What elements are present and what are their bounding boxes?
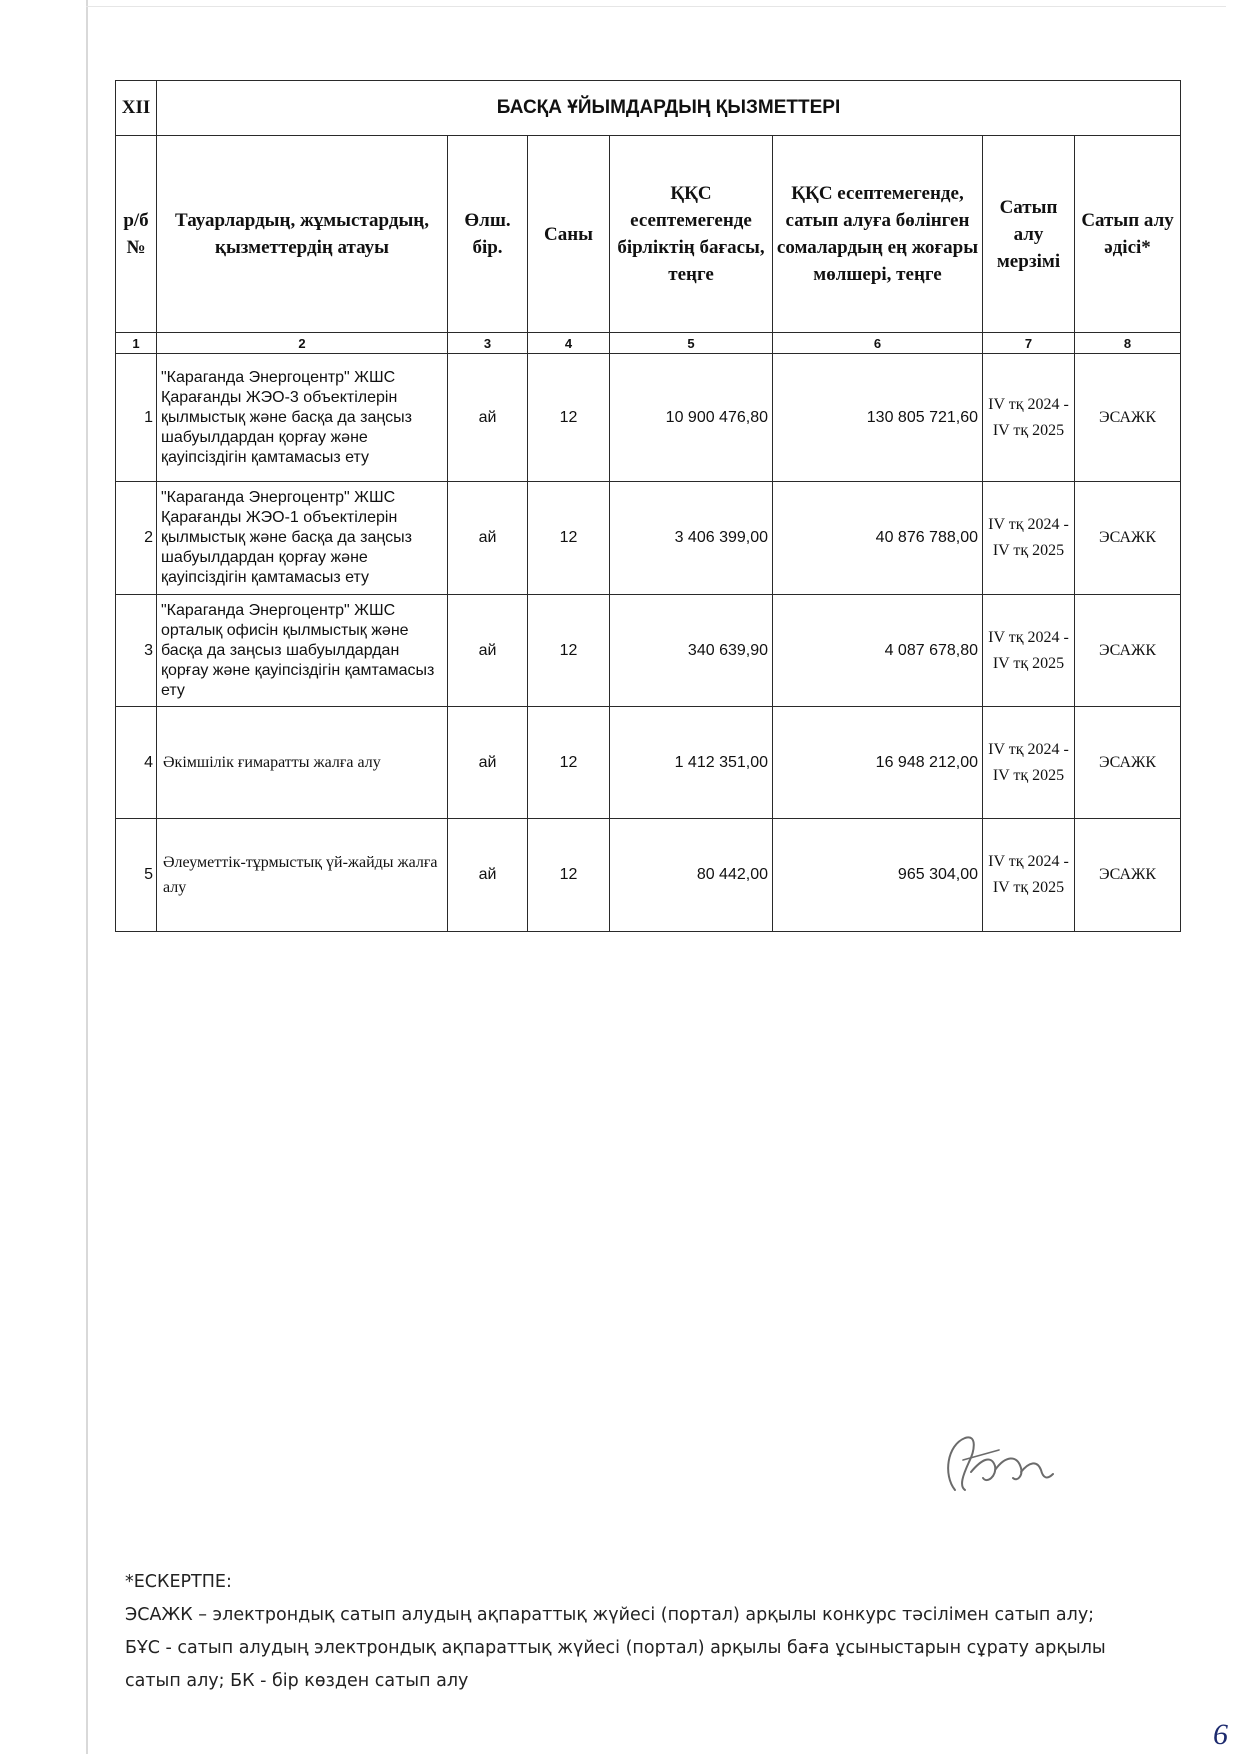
col-number: 4 (528, 333, 610, 354)
table-row (116, 707, 1181, 819)
row-name: Әлеуметтік-тұрмыстық үй-жайды жалға алу (157, 819, 448, 932)
row-qty: 12 (528, 707, 610, 819)
row-total: 130 805 721,60 (773, 354, 983, 482)
col-number: 6 (773, 333, 983, 354)
row-unit: ай (448, 707, 528, 819)
row-method: ЭСАЖК (1075, 354, 1181, 482)
row-qty: 12 (528, 595, 610, 707)
row-total: 965 304,00 (773, 819, 983, 932)
row-price: 80 442,00 (610, 819, 773, 932)
col-header-qty: Саны (528, 136, 610, 333)
row-index: 4 (116, 707, 157, 819)
col-number: 8 (1075, 333, 1181, 354)
row-index: 2 (116, 482, 157, 595)
col-header-total: ҚҚС есептемегенде, сатып алуға бөлінген сомалардың ең жоғары мөлшері, теңге (773, 136, 983, 333)
col-number: 5 (610, 333, 773, 354)
row-method: ЭСАЖК (1075, 707, 1181, 819)
row-total: 40 876 788,00 (773, 482, 983, 595)
table-row (116, 482, 1181, 595)
section-number: XII (116, 81, 157, 136)
row-index: 1 (116, 354, 157, 482)
signature (925, 1420, 1065, 1520)
row-term: IV тқ 2024 - IV тқ 2025 (983, 595, 1075, 707)
row-unit: ай (448, 354, 528, 482)
col-number: 3 (448, 333, 528, 354)
col-header-unit: Өлш. бір. (448, 136, 528, 333)
row-qty: 12 (528, 354, 610, 482)
row-price: 1 412 351,00 (610, 707, 773, 819)
section-row (116, 81, 1181, 136)
page-edge (86, 0, 88, 1754)
column-number-row (116, 333, 1181, 354)
header-row (116, 136, 1181, 333)
col-number: 2 (157, 333, 448, 354)
row-term: IV тқ 2024 - IV тқ 2025 (983, 819, 1075, 932)
row-name: "Караганда Энергоцентр" ЖШС орталық офисін қылмыстық және басқа да заңсыз шабуылдардан қорғау және қауіпсіздігін қамтамасыз ету (157, 595, 448, 707)
row-price: 10 900 476,80 (610, 354, 773, 482)
row-qty: 12 (528, 819, 610, 932)
table-row (116, 595, 1181, 707)
col-header-term: Сатып алу мерзімі (983, 136, 1075, 333)
col-number: 1 (116, 333, 157, 354)
page-edge-top (86, 6, 1226, 7)
procurement-table (115, 80, 1181, 932)
section-title: БАСҚА ҰЙЫМДАРДЫҢ ҚЫЗМЕТТЕРІ (157, 81, 1181, 136)
col-header-method: Сатып алу әдісі* (1075, 136, 1181, 333)
row-qty: 12 (528, 482, 610, 595)
row-total: 4 087 678,80 (773, 595, 983, 707)
footnote-heading: *ЕСКЕРТПЕ: (125, 1572, 232, 1592)
row-method: ЭСАЖК (1075, 595, 1181, 707)
row-total: 16 948 212,00 (773, 707, 983, 819)
row-index: 5 (116, 819, 157, 932)
row-term: IV тқ 2024 - IV тқ 2025 (983, 707, 1075, 819)
row-term: IV тқ 2024 - IV тқ 2025 (983, 354, 1075, 482)
row-term: IV тқ 2024 - IV тқ 2025 (983, 482, 1075, 595)
row-method: ЭСАЖК (1075, 482, 1181, 595)
footnote (125, 1566, 1135, 1698)
col-header-index: р/б № (116, 136, 157, 333)
col-header-price: ҚҚС есептемегенде бірліктің бағасы, теңге (610, 136, 773, 333)
col-number: 7 (983, 333, 1075, 354)
col-header-name: Тауарлардың, жұмыстардың, қызметтердің атауы (157, 136, 448, 333)
table-row (116, 819, 1181, 932)
row-price: 3 406 399,00 (610, 482, 773, 595)
row-name: "Караганда Энергоцентр" ЖШС Қарағанды ЖЭО-3 объектілерін қылмыстық және басқа да заңсыз шабуылдардан қорғау және қауіпсіздігін қамтамасыз ету (157, 354, 448, 482)
footnote-line: БҰС - сатып алудың электрондық ақпараттық жүйесі (портал) арқылы баға ұсыныстарын сұрату арқылы сатып алу; БК - бір көзден сатып алу (125, 1638, 1106, 1691)
row-unit: ай (448, 819, 528, 932)
table-row (116, 354, 1181, 482)
row-index: 3 (116, 595, 157, 707)
row-price: 340 639,90 (610, 595, 773, 707)
footnote-line: ЭСАЖК – электрондық сатып алудың ақпараттық жүйесі (портал) арқылы конкурс тәсілімен сатып алу; (125, 1605, 1095, 1625)
row-unit: ай (448, 482, 528, 595)
page-number: 6 (1213, 1718, 1228, 1751)
row-unit: ай (448, 595, 528, 707)
row-method: ЭСАЖК (1075, 819, 1181, 932)
row-name: Әкімшілік ғимаратты жалға алу (157, 707, 448, 819)
row-name: "Караганда Энергоцентр" ЖШС Қарағанды ЖЭО-1 объектілерін қылмыстық және басқа да заңсыз шабуылдардан қорғау және қауіпсіздігін қамтамасыз ету (157, 482, 448, 595)
